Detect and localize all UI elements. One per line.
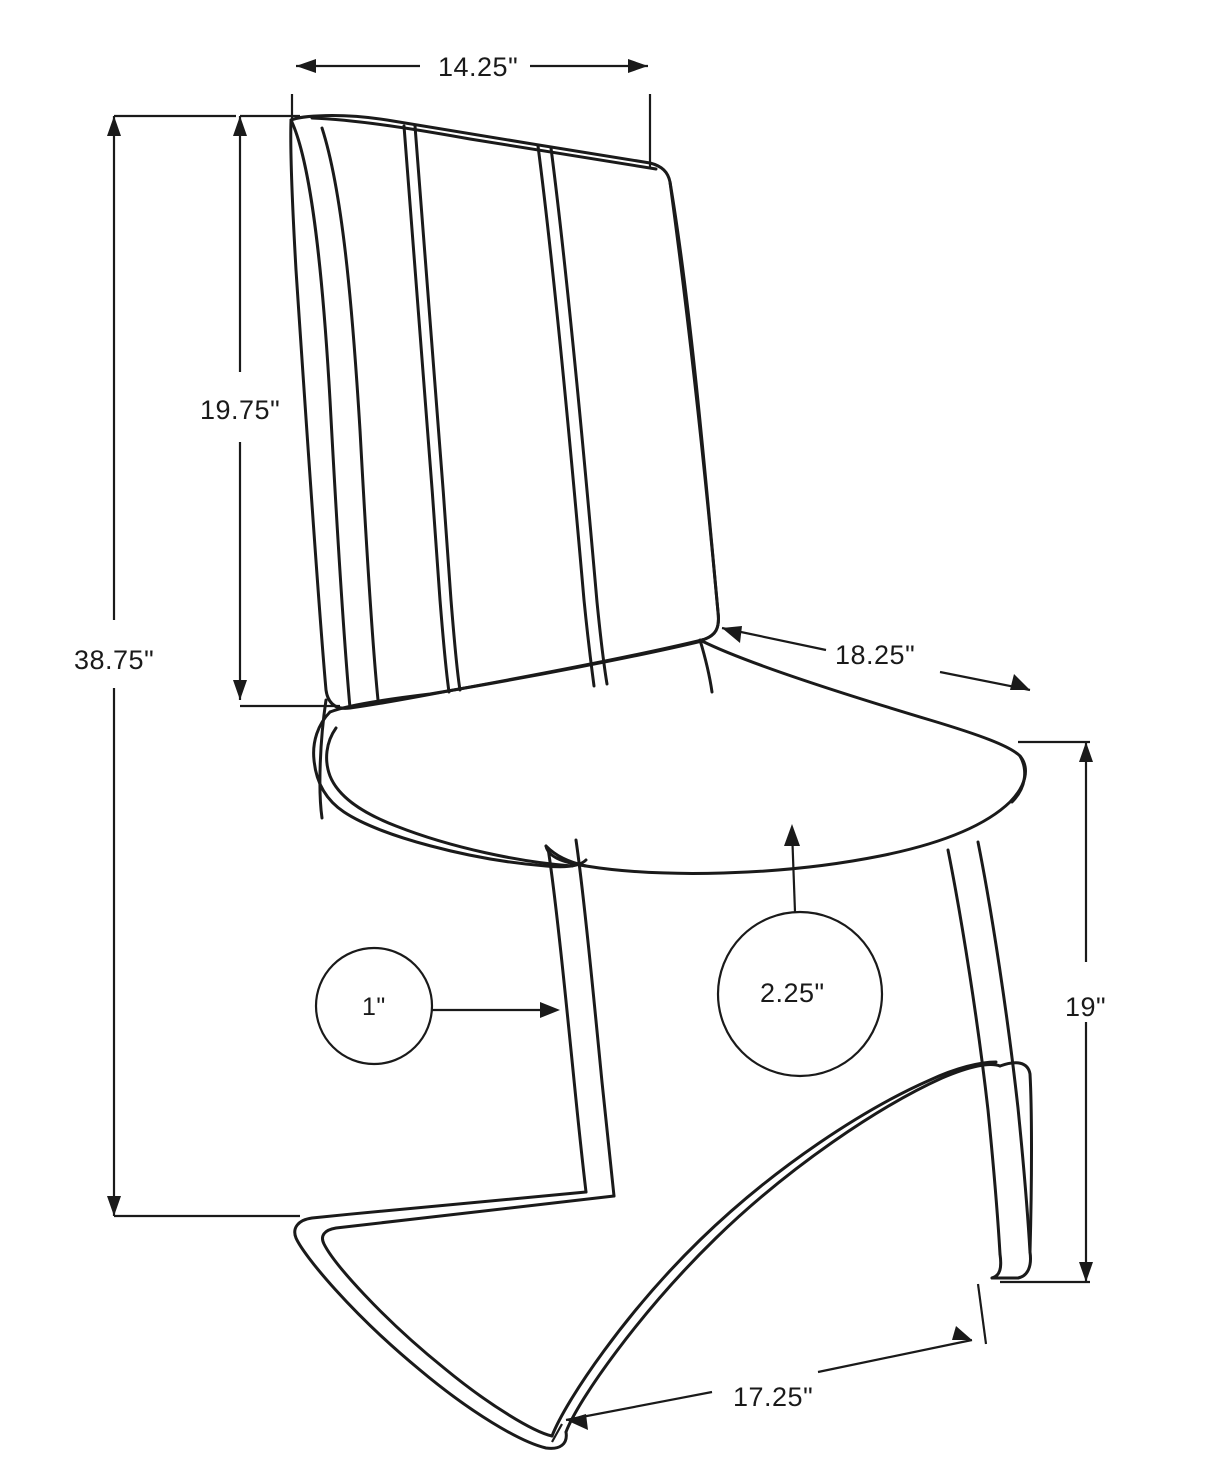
dimension-label-frame-thickness: 1" [362, 993, 386, 1021]
dimension-label-overall-height: 38.75" [74, 645, 155, 675]
dimension-label-width-top: 14.25" [438, 52, 519, 82]
dimension-label-seat-depth: 18.25" [835, 640, 916, 670]
dimension-label-back-height: 19.75" [200, 395, 281, 425]
dimension-label-seat-thickness: 2.25" [760, 978, 825, 1008]
dimension-label-seat-height: 19" [1065, 992, 1107, 1022]
dimension-label-base-depth: 17.25" [733, 1382, 814, 1412]
